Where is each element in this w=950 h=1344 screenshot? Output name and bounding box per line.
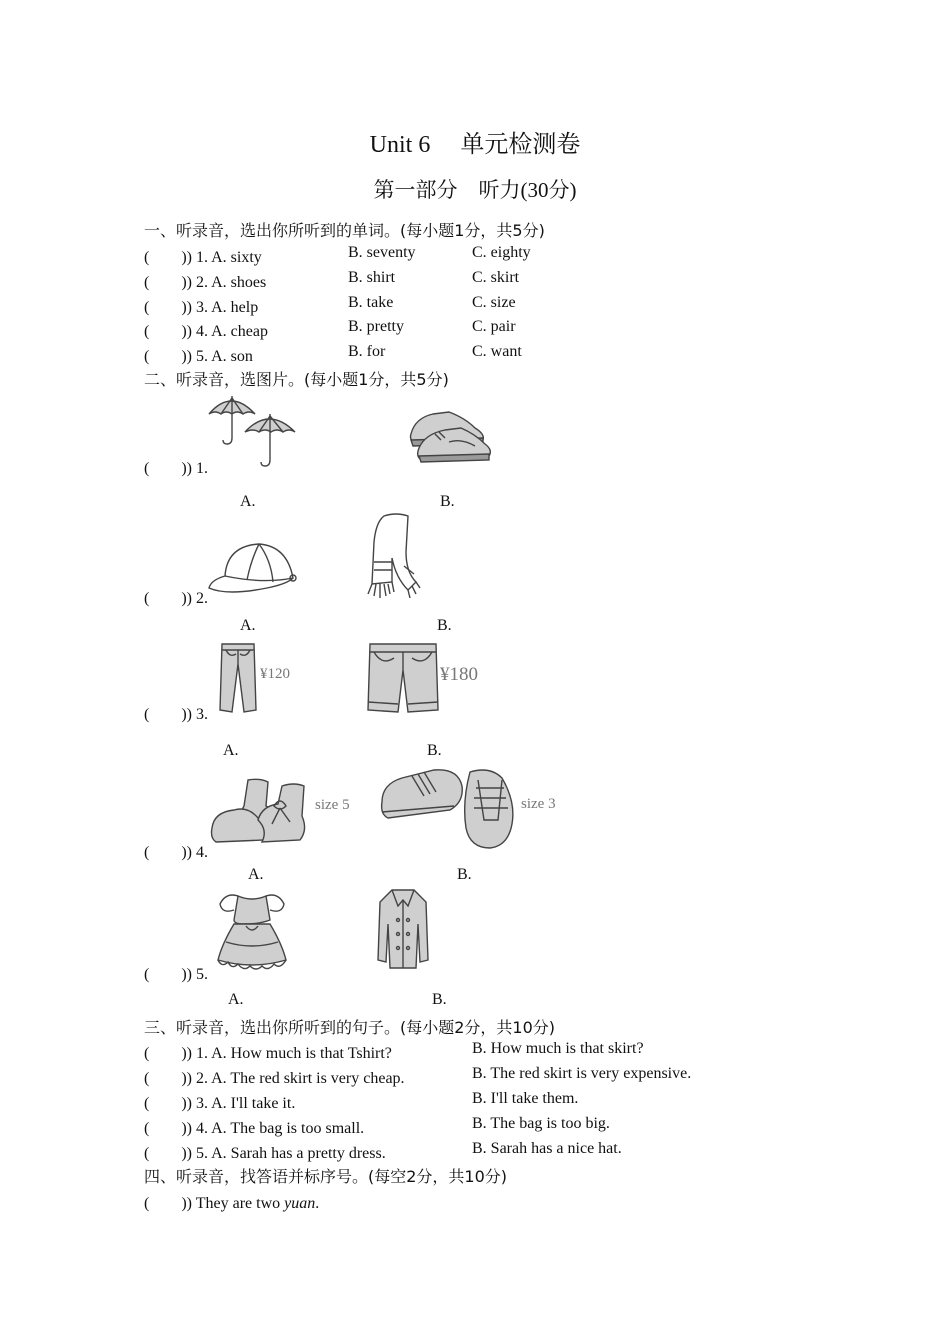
shorts-price: ¥180 <box>440 664 478 685</box>
q1-1-option-a: ) 1. A. sixty <box>186 249 262 266</box>
answer-paren[interactable]: ( ) <box>144 966 187 983</box>
q2-2-number: ( )) 2. <box>144 590 208 607</box>
q2-3-label-b: B. <box>427 742 442 759</box>
q3-5-option-a: ( )) 5. A. Sarah has a pretty dress. <box>144 1145 386 1162</box>
q1-4-option-a: ) 4. A. cheap <box>186 323 268 340</box>
shoes-icon <box>378 762 518 854</box>
answer-paren[interactable]: ( ) <box>144 1070 187 1087</box>
scarf-icon <box>362 512 424 600</box>
q2-1-label-b: B. <box>440 493 455 510</box>
answer-paren[interactable]: ( ) <box>144 274 187 291</box>
shoes-size: size 3 <box>521 796 556 812</box>
section-1-heading: 一、听录音，选出你所听到的单词。(每小题1分，共5分) <box>144 221 545 240</box>
q3-5-option-b: B. Sarah has a nice hat. <box>472 1140 622 1157</box>
q3-3-option-a: ( )) 3. A. I'll take it. <box>144 1095 296 1112</box>
answer-paren[interactable]: ( ) <box>144 1145 187 1162</box>
jeans-icon <box>210 642 265 714</box>
q1-1-option-b: B. seventy <box>348 244 416 261</box>
q2-5-label-a: A. <box>228 991 244 1008</box>
section-2-heading: 二、听录音，选图片。(每小题1分，共5分) <box>144 370 449 389</box>
q1-4-option-b: B. pretty <box>348 318 404 335</box>
q2-4-label-b: B. <box>457 866 472 883</box>
q3-2-option-b: B. The red skirt is very expensive. <box>472 1065 692 1082</box>
sneakers-icon <box>405 404 493 466</box>
answer-paren[interactable]: ( ) <box>144 1195 187 1212</box>
q3-4-option-a: ( )) 4. A. The bag is too small. <box>144 1120 365 1137</box>
q3-1-option-a: ( )) 1. A. How much is that Tshirt? <box>144 1045 392 1062</box>
q1-row-4 <box>144 318 268 341</box>
q1-row-2 <box>144 269 266 292</box>
q1-3-option-a: ) 3. A. help <box>186 299 259 316</box>
q2-1-label-a: A. <box>240 493 256 510</box>
cap-icon <box>207 542 299 598</box>
q3-3-option-b: B. I'll take them. <box>472 1090 579 1107</box>
q1-row-5 <box>144 343 253 366</box>
part-title: 第一部分 听力(30分) <box>373 178 577 202</box>
q2-5-label-b: B. <box>432 991 447 1008</box>
umbrellas-icon <box>205 392 300 468</box>
answer-paren[interactable]: ( ) <box>144 460 187 477</box>
q3-4-option-b: B. The bag is too big. <box>472 1115 610 1132</box>
boots-icon <box>208 776 310 848</box>
q1-5-option-c: C. want <box>472 343 522 360</box>
q2-2-label-a: A. <box>240 617 256 634</box>
shorts-icon <box>366 640 440 714</box>
answer-paren[interactable]: ( ) <box>144 249 187 266</box>
q3-1-option-b: B. How much is that skirt? <box>472 1040 644 1057</box>
q1-3-option-c: C. size <box>472 294 516 311</box>
boots-size: size 5 <box>315 797 350 813</box>
q1-4-option-c: C. pair <box>472 318 516 335</box>
q1-5-option-b: B. for <box>348 343 386 360</box>
q1-row-1 <box>144 244 262 267</box>
answer-paren[interactable]: ( ) <box>144 1095 187 1112</box>
q3-2-option-a: ( )) 2. A. The red skirt is very cheap. <box>144 1070 405 1087</box>
q1-5-option-a: ) 5. A. son <box>186 348 253 365</box>
q1-row-3 <box>144 294 258 317</box>
q2-5-number: ( )) 5. <box>144 966 208 983</box>
q1-2-option-c: C. skirt <box>472 269 520 286</box>
answer-paren[interactable]: ( ) <box>144 590 187 607</box>
q2-2-label-b: B. <box>437 617 452 634</box>
q1-2-option-b: B. shirt <box>348 269 396 286</box>
q4-1-answer: ( )) They are two yuan. <box>144 1195 320 1212</box>
q1-2-option-a: ) 2. A. shoes <box>186 274 267 291</box>
answer-paren[interactable]: ( ) <box>144 706 187 723</box>
answer-paren[interactable]: ( ) <box>144 348 187 365</box>
coat-icon <box>372 886 434 972</box>
q1-1-option-c: C. eighty <box>472 244 531 261</box>
jeans-price: ¥120 <box>260 666 290 682</box>
q2-3-number: ( )) 3. <box>144 706 208 723</box>
q1-3-option-b: B. take <box>348 294 394 311</box>
section-3-heading: 三、听录音，选出你所听到的句子。(每小题2分，共10分) <box>144 1018 556 1037</box>
dress-icon <box>212 890 292 974</box>
page-title: Unit 6 单元检测卷 <box>369 132 581 158</box>
q2-3-label-a: A. <box>223 742 239 759</box>
answer-paren[interactable]: ( ) <box>144 299 187 316</box>
answer-paren[interactable]: ( ) <box>144 844 187 861</box>
q2-4-number: ( )) 4. <box>144 844 208 861</box>
answer-paren[interactable]: ( ) <box>144 1045 187 1062</box>
q2-1-number: ( )) 1. <box>144 460 208 477</box>
answer-paren[interactable]: ( ) <box>144 323 187 340</box>
q2-4-label-a: A. <box>248 866 264 883</box>
answer-paren[interactable]: ( ) <box>144 1120 187 1137</box>
section-4-heading: 四、听录音，找答语并标序号。(每空2分，共10分) <box>144 1167 508 1186</box>
